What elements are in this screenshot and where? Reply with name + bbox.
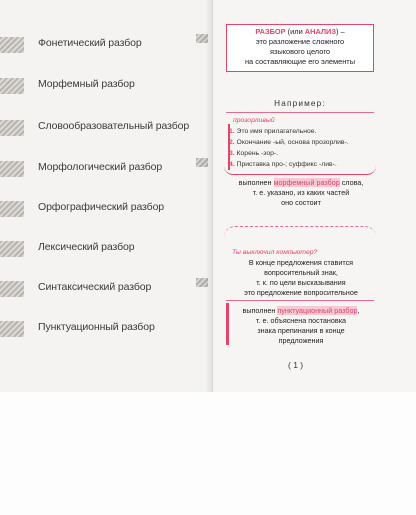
definition-line-4: на составляющие его элементы bbox=[244, 57, 356, 66]
step-text: Это имя прилагательное. bbox=[234, 128, 317, 135]
question-line-4: это предложение вопросительное bbox=[244, 288, 358, 297]
definition-paren-open: (или bbox=[285, 27, 305, 36]
definition-term: РАЗБОР bbox=[255, 27, 286, 36]
question-line-1: В конце предложения ставится bbox=[248, 258, 354, 267]
background-below bbox=[0, 392, 416, 515]
morphemic-result bbox=[222, 178, 380, 208]
step-text: Корень -зор-. bbox=[234, 150, 279, 157]
result-line-2: т. е. объяснена постановка bbox=[255, 316, 347, 325]
definition-line-1 bbox=[227, 27, 373, 37]
step-text: Приставка про-; суффикс -лив-. bbox=[234, 161, 337, 168]
question-sentence: Ты выключил компьютер? bbox=[232, 249, 318, 256]
page-number-value: 1 bbox=[293, 360, 298, 370]
toc-item-syntactic bbox=[0, 278, 212, 300]
toc-label: Пунктуационный разбор bbox=[38, 321, 155, 333]
result-line-2: т. е. указано, из каких частей bbox=[252, 188, 350, 197]
toc-stripe bbox=[0, 241, 24, 257]
bracket-curve bbox=[224, 166, 376, 175]
result-line-1 bbox=[222, 178, 380, 188]
toc-label: Морфемный разбор bbox=[38, 78, 135, 90]
question-explanation bbox=[224, 258, 378, 298]
step-number: 2. bbox=[229, 139, 235, 146]
divider-line bbox=[226, 112, 374, 113]
definition-text bbox=[227, 27, 373, 67]
toc-label: Синтаксический разбор bbox=[38, 281, 152, 293]
toc-item-morphemic bbox=[0, 75, 212, 97]
example-step-3 bbox=[229, 150, 278, 157]
result-post: , bbox=[357, 306, 360, 315]
definition-term-alt: АНАЛИЗ bbox=[304, 27, 336, 36]
toc-label: Лексический разбор bbox=[38, 241, 135, 253]
toc-stripe bbox=[0, 321, 24, 337]
result-highlight: морфемный разбор bbox=[273, 178, 340, 187]
section-divider bbox=[224, 226, 376, 237]
definition-line-2: это разложение сложного bbox=[255, 37, 345, 46]
toc-stripe bbox=[0, 201, 24, 217]
result-line-1 bbox=[224, 306, 378, 316]
result-pre: выполнен bbox=[242, 306, 278, 315]
result-line-3: оно состоит bbox=[281, 198, 321, 207]
result-highlight: пунктуационный разбор bbox=[277, 306, 358, 315]
step-text: Окончание -ый, основа прозорлив-. bbox=[234, 139, 349, 146]
toc-item-morphological bbox=[0, 158, 212, 180]
example-step-1 bbox=[229, 128, 316, 135]
result-line-4: предложения bbox=[278, 336, 324, 345]
definition-paren-close: ) – bbox=[336, 27, 345, 36]
result-post: слова, bbox=[339, 178, 364, 187]
toc-item-punctuation bbox=[0, 318, 212, 340]
step-number: 1. bbox=[229, 128, 235, 135]
toc-stripe bbox=[0, 161, 24, 177]
step-number: 3. bbox=[229, 150, 235, 157]
step-number: 4. bbox=[229, 161, 235, 168]
toc-item-word-formation bbox=[0, 117, 212, 139]
toc-stripe bbox=[0, 37, 24, 53]
result-line-3: знака препинания в конце bbox=[257, 326, 345, 335]
toc-item-lexical bbox=[0, 238, 212, 260]
toc-label: Фонетический разбор bbox=[38, 37, 142, 49]
toc-item-phonetic bbox=[0, 34, 212, 56]
toc-label: Морфологический разбор bbox=[38, 161, 163, 173]
toc-label: Словообразовательный разбор bbox=[38, 120, 190, 132]
page-number: ( 1 ) bbox=[288, 360, 304, 370]
toc-stripe bbox=[0, 78, 24, 94]
toc-stripe bbox=[0, 281, 24, 297]
question-line-3: т. к. по цели высказывания bbox=[256, 278, 346, 287]
definition-line-3: языкового целого bbox=[270, 47, 330, 56]
left-page bbox=[0, 0, 212, 392]
result-pre: выполнен bbox=[238, 178, 274, 187]
divider-line bbox=[226, 300, 374, 301]
punctuation-result bbox=[224, 306, 378, 346]
example-word: прозорливый bbox=[233, 117, 275, 124]
example-heading: Например: bbox=[274, 99, 326, 108]
example-step-2 bbox=[229, 139, 349, 146]
question-line-2: вопросительный знак, bbox=[264, 268, 338, 277]
toc-item-orthographic bbox=[0, 198, 212, 220]
definition-box bbox=[226, 24, 374, 72]
toc-stripe bbox=[0, 120, 24, 136]
toc-label: Орфографический разбор bbox=[38, 201, 165, 213]
